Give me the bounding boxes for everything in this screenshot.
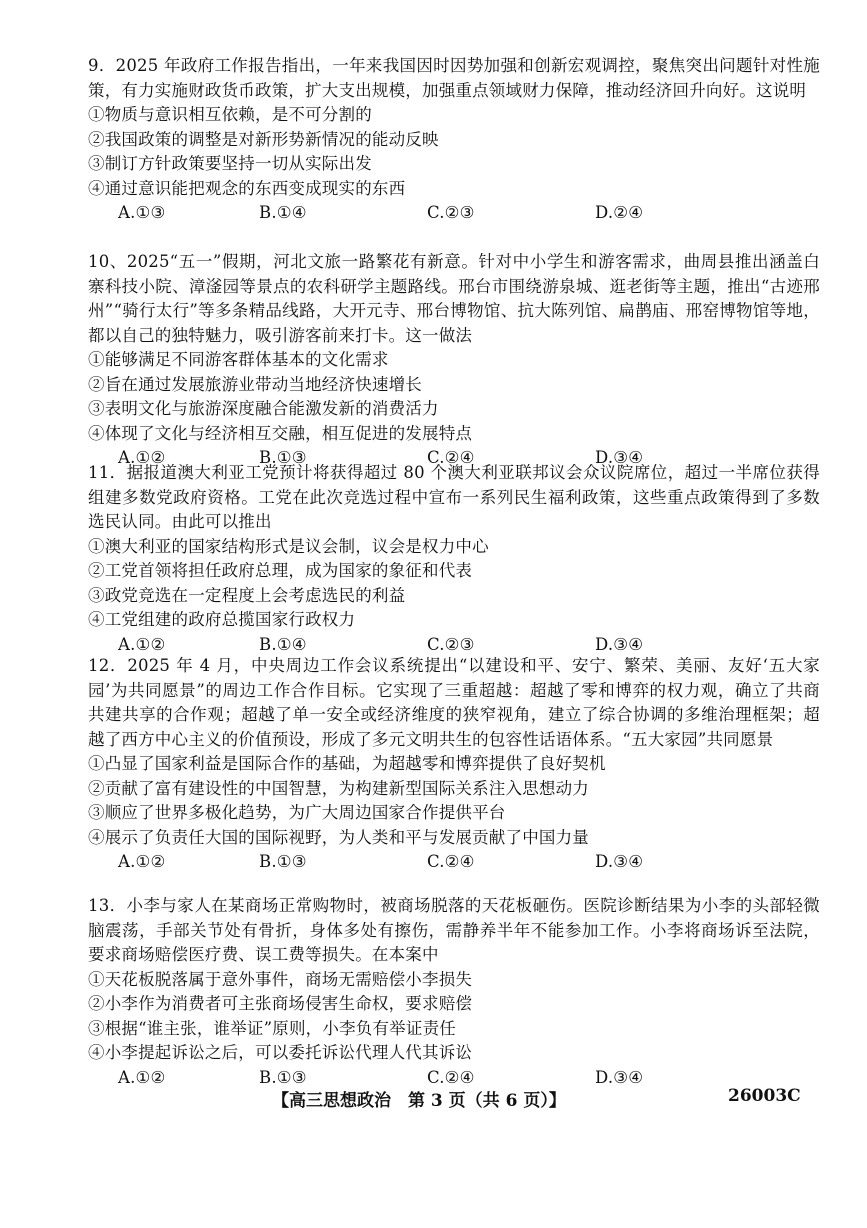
choice-a: A.①② <box>118 448 166 467</box>
option-3: ③制订方针政策要坚持一切从实际出发 <box>88 154 372 173</box>
answer-choices <box>88 850 820 875</box>
choice-c: C.②③ <box>427 634 475 654</box>
choice-a: A.①③ <box>118 203 166 222</box>
option-4: ④体现了文化与经济相互交融，相互促进的发展特点 <box>88 423 473 443</box>
option-3: ③顺应了世界多极化趋势，为广大周边国家合作提供平台 <box>88 803 506 822</box>
question-9 <box>88 54 820 226</box>
choice-b: B.①④ <box>259 203 307 222</box>
option-2: ②小李作为消费者可主张商场侵害生命权，要求赔偿 <box>88 994 473 1013</box>
choice-a: A.①② <box>118 1067 166 1087</box>
choice-c: C.②④ <box>427 1067 475 1087</box>
question-stem: 9．2025 年政府工作报告指出，一年来我国因时因势加强和创新宏观调控，聚焦突出问题针对性施策，有力实施财政货币政策，扩大支出规模，加强重点领域财力保障，推动经济回升向好。这说明 <box>88 56 820 100</box>
choice-c: C.②③ <box>427 203 475 222</box>
option-1: ①澳大利亚的国家结构形式是议会制，议会是权力中心 <box>88 536 489 556</box>
choice-d: D.③④ <box>595 852 644 871</box>
question-13 <box>88 894 820 1090</box>
option-4: ④通过意识能把观念的东西变成现实的东西 <box>88 178 406 198</box>
question-stem: 13．小李与家人在某商场正常购物时，被商场脱落的天花板砸伤。医院诊断结果为小李的头部轻微脑震荡，手部关节处有骨折，身体多处有擦伤，需静养半年不能参加工作。小李将商场诉至法院，要求商场赔偿医疗费、误工费等损失。在本案中 <box>88 896 820 964</box>
option-1: ①能够满足不同游客群体基本的文化需求 <box>88 350 389 369</box>
choice-c: C.②④ <box>427 448 475 467</box>
question-12 <box>88 654 820 875</box>
option-2: ②贡献了富有建设性的中国智慧，为构建新型国际关系注入思想动力 <box>88 778 589 798</box>
question-10 <box>88 250 820 471</box>
answer-choices <box>88 201 820 226</box>
choice-d: D.③④ <box>595 634 644 654</box>
choice-c: C.②④ <box>427 852 475 871</box>
option-1: ①物质与意识相互依赖，是不可分割的 <box>88 105 372 124</box>
question-stem: 10、2025“五一”假期，河北文旅一路繁花有新意。针对中小学生和游客需求，曲周县推出涵盖白寨科技小院、漳滏园等景点的农科研学主题路线。邢台市围绕游泉城、逛老街等主题，推出“古迹邢州”“骑行太行”等多条精品线路，大开元寺、邢台博物馆、抗大陈列馆、扁鹊庙、邢窑博物馆等地，都以自己的独特魅力，吸引游客前来打卡。这一做法 <box>88 252 820 345</box>
option-2: ②旨在通过发展旅游业带动当地经济快速增长 <box>88 374 422 394</box>
option-3: ③表明文化与旅游深度融合能激发新的消费活力 <box>88 399 439 418</box>
choice-d: D.③④ <box>595 448 644 467</box>
choice-b: B.①④ <box>259 634 307 654</box>
option-2: ②我国政策的调整是对新形势新情况的能动反映 <box>88 129 439 149</box>
option-4: ④展示了负责任大国的国际视野，为人类和平与发展贡献了中国力量 <box>88 827 589 847</box>
choice-d: D.②④ <box>595 203 644 222</box>
question-11 <box>88 461 820 657</box>
choice-b: B.①③ <box>259 1067 307 1087</box>
question-stem: 12．2025 年 4 月，中央周边工作会议系统提出“以建设和平、安宁、繁荣、美丽、友好‘五大家园’为共同愿景”的周边工作合作目标。它实现了三重超越：超越了零和博弈的权力观，确立了共商共建共享的合作观；超越了单一安全或经济维度的狭窄视角，建立了综合协调的多维治理框架；超越了西方中心主义的价值预设，形成了多元文明共生的包容性话语体系。“五大家园”共同愿景 <box>88 656 820 749</box>
option-4: ④工党组建的政府总揽国家行政权力 <box>88 610 356 629</box>
question-stem: 11．据报道澳大利亚工党预计将获得超过 80 个澳大利亚联邦议会众议院席位，超过一半席位获得组建多数党政府资格。工党在此次竞选过程中宣布一系列民生福利政策，这些重点政策得到了多数选民认同。由此可以推出 <box>88 463 820 531</box>
option-3: ③根据“谁主张，谁举证”原则，小李负有举证责任 <box>88 1018 456 1038</box>
option-4: ④小李提起诉讼之后，可以委托诉讼代理人代其诉讼 <box>88 1043 473 1062</box>
option-1: ①凸显了国家利益是国际合作的基础，为超越零和博弈提供了良好契机 <box>88 754 606 773</box>
choice-a: A.①② <box>118 852 166 871</box>
option-3: ③政党竞选在一定程度上会考虑选民的利益 <box>88 585 406 605</box>
option-2: ②工党首领将担任政府总理，成为国家的象征和代表 <box>88 561 473 580</box>
paper-code: 26003C <box>728 1086 801 1106</box>
choice-b: B.①③ <box>259 852 307 871</box>
choice-d: D.③④ <box>595 1067 644 1087</box>
option-1: ①天花板脱落属于意外事件，商场无需赔偿小李损失 <box>88 969 473 989</box>
choice-b: B.①③ <box>259 448 307 467</box>
choice-a: A.①② <box>118 634 166 654</box>
page-footer-title: 【高三思想政治 第 3 页（共 6 页）】 <box>272 1091 566 1111</box>
